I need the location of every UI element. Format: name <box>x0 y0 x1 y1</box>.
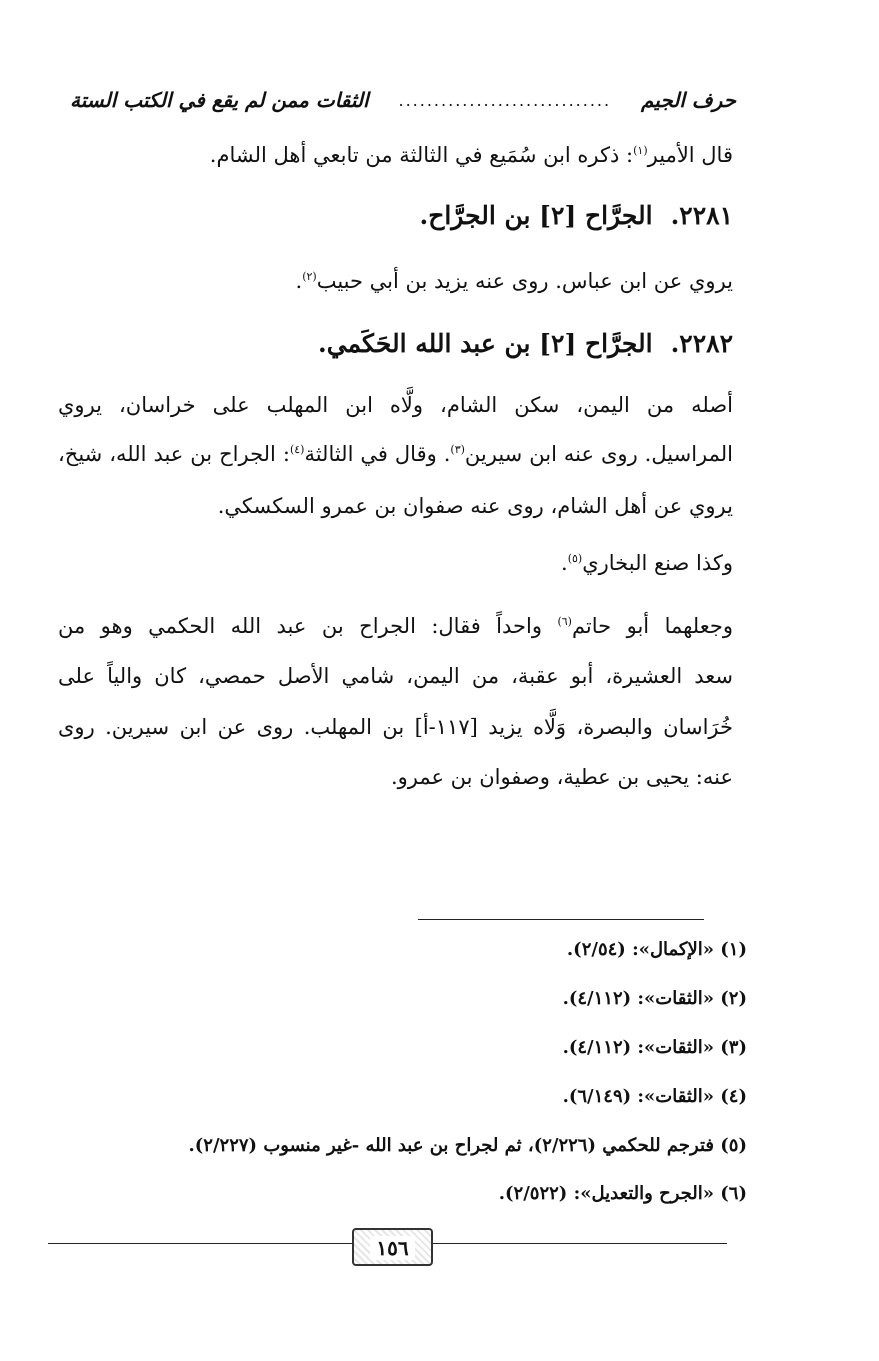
text-line-3: أصله من اليمن، سكن الشام، ولَّاه ابن المهلب على خراسان، يروي <box>58 393 733 417</box>
footer-rule-right <box>433 1243 727 1244</box>
text-segment: . وقال في الثالثة <box>304 442 451 466</box>
footnote-6: (٦) «الجرح والتعديل»: (٢/٥٢٢). <box>498 1183 747 1204</box>
text-segment: المراسيل. روى عنه ابن سيرين <box>464 442 733 466</box>
running-header <box>70 80 736 120</box>
text-segment: واحداً فقال: الجراح بن عبد الله الحكمي وهو من <box>58 614 558 638</box>
text-line-9: خُرَاسان والبصرة، وَلَّاه يزيد [١١٧-أ] بن المهلب. روى عن ابن سيرين. روى <box>58 715 733 739</box>
footnote-ref-4[interactable]: (٤) <box>289 443 305 456</box>
footnote-2: (٢) «الثقات»: (٤/١١٢). <box>562 988 747 1009</box>
footnote-ref-5[interactable]: (٥) <box>567 552 583 565</box>
footnote-ref-3[interactable]: (٣) <box>450 443 465 456</box>
footnote-ref-2[interactable]: (٢) <box>302 270 317 283</box>
page-number-text: ١٥٦ <box>370 1236 414 1260</box>
footer-rule-left <box>48 1243 352 1244</box>
text-segment: . <box>295 269 303 293</box>
entry-name: الجرَّاح [٢] بن الجرَّاح. <box>419 201 653 230</box>
text-line-2 <box>296 264 733 298</box>
text-line-1 <box>210 138 733 172</box>
footnote-3: (٣) «الثقات»: (٤/١١٢). <box>562 1037 747 1058</box>
entry-name: الجرَّاح [٢] بن عبد الله الحَكَمي. <box>318 329 653 358</box>
text-line-6 <box>561 546 733 580</box>
text-line-10: عنه: يحيى بن عطية، وصفوان بن عمرو. <box>390 765 733 789</box>
text-line-4 <box>58 437 733 471</box>
text-line-8: سعد العشيرة، أبو عقبة، من اليمن، شامي الأصل حمصي، كان والياً على <box>58 664 733 688</box>
header-book-title: الثقات ممن لم يقع في الكتب الستة <box>70 88 369 112</box>
text-line-5: يروي عن أهل الشام، روى عنه صفوان بن عمرو السكسكي. <box>217 494 733 518</box>
header-dot-leader: .............................. <box>398 90 612 110</box>
text-segment: وجعلهما أبو حاتم <box>571 614 733 638</box>
footnote-1: (١) «الإكمال»: (٢/٥٤). <box>566 939 747 960</box>
entry-number: ٢٢٨٢. <box>670 329 733 358</box>
header-chapter-title: حرف الجيم <box>641 88 736 112</box>
entry-heading-2281 <box>419 196 733 236</box>
text-segment: يروي عن ابن عباس. روى عنه يزيد بن أبي حبيب <box>316 269 733 293</box>
footnote-ref-1[interactable]: (١) <box>633 144 648 157</box>
footnote-5: (٥) فترجم للحكمي (٢/٢٢٦)، ثم لجراح بن عبد الله -غير منسوب (٢/٢٢٧). <box>188 1135 747 1156</box>
footnote-ref-6[interactable]: (٦) <box>557 615 572 628</box>
text-segment: قال الأمير <box>647 143 733 167</box>
text-line-7 <box>58 609 733 643</box>
text-segment: . <box>561 551 568 575</box>
text-segment: : ذكره ابن سُمَيع في الثالثة من تابعي أهل الشام. <box>209 143 634 167</box>
page-number <box>352 1228 433 1266</box>
entry-heading-2282 <box>318 324 733 364</box>
footnote-4: (٤) «الثقات»: (٦/١٤٩). <box>562 1086 747 1107</box>
entry-number: ٢٢٨١. <box>670 201 733 230</box>
text-segment: وكذا صنع البخاري <box>582 551 733 575</box>
text-segment: : الجراح بن عبد الله، شيخ، <box>58 442 290 466</box>
footnote-divider <box>418 919 704 920</box>
